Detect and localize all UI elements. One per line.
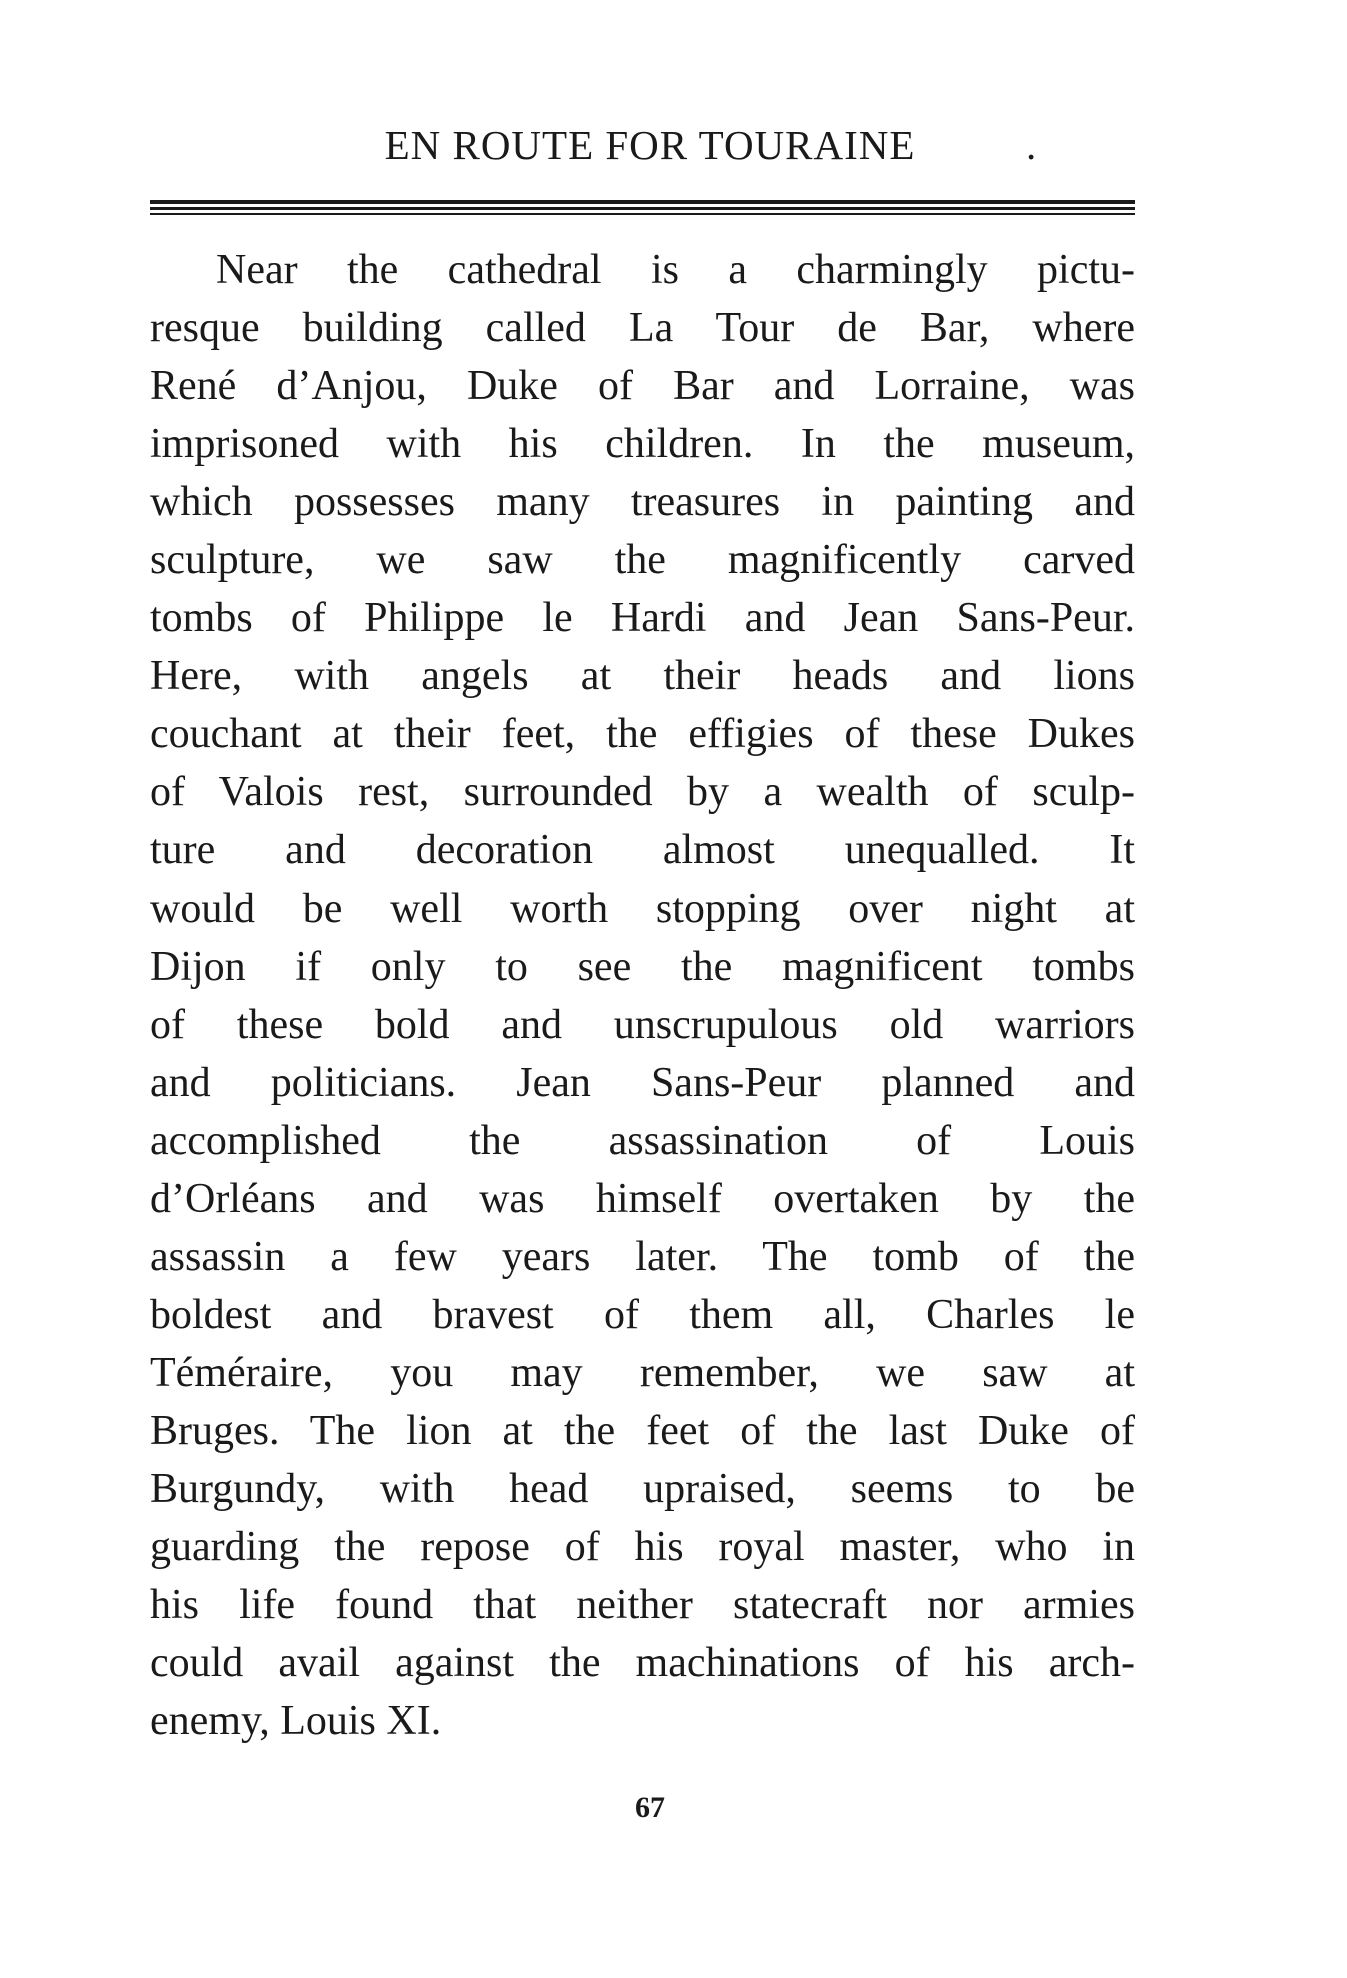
running-head	[150, 120, 1150, 170]
text-line: sculpture, we saw the magnificently carved	[150, 537, 1135, 584]
text-line: enemy, Louis XI.	[150, 1698, 442, 1745]
text-line: and politicians. Jean Sans-Peur planned and	[150, 1059, 1135, 1106]
running-head-text: EN ROUTE FOR TOURAINE	[384, 122, 916, 168]
running-head-mark: .	[1026, 122, 1038, 168]
header-rule-thin	[150, 213, 1135, 215]
text-line: his life found that neither statecraft nor armies	[150, 1582, 1135, 1629]
text-line: of Valois rest, surrounded by a wealth of sculp-	[150, 769, 1135, 816]
text-line: guarding the repose of his royal master, who in	[150, 1524, 1135, 1571]
text-line: Near the cathedral is a charmingly pictu-	[216, 247, 1135, 293]
text-line: couchant at their feet, the effigies of these Dukes	[150, 711, 1135, 758]
text-line: Here, with angels at their heads and lions	[150, 653, 1135, 700]
text-line: would be well worth stopping over night at	[150, 885, 1135, 932]
text-line: of these bold and unscrupulous old warriors	[150, 1001, 1135, 1048]
text-line: Téméraire, you may remember, we saw at	[150, 1349, 1135, 1396]
text-line: Dijon if only to see the magnificent tombs	[150, 943, 1135, 990]
text-line: boldest and bravest of them all, Charles le	[150, 1291, 1135, 1338]
text-line: accomplished the assassination of Louis	[150, 1117, 1135, 1164]
text-line: could avail against the machinations of his arch-	[150, 1640, 1135, 1687]
body-paragraph	[150, 241, 1135, 1750]
text-line: Bruges. The lion at the feet of the last Duke of	[150, 1407, 1135, 1454]
header-rule-thick	[150, 200, 1135, 204]
text-line: which possesses many treasures in painting and	[150, 479, 1135, 526]
text-line: resque building called La Tour de Bar, where	[150, 305, 1135, 352]
text-line: d’Orléans and was himself overtaken by the	[150, 1175, 1135, 1222]
page-number: 67	[635, 1791, 665, 1824]
text-line: ture and decoration almost unequalled. It	[150, 827, 1135, 874]
header-rule-middle	[150, 207, 1135, 210]
text-line: Burgundy, with head upraised, seems to be	[150, 1465, 1135, 1512]
text-line: assassin a few years later. The tomb of the	[150, 1233, 1135, 1280]
text-line: imprisoned with his children. In the museum,	[150, 421, 1135, 468]
text-line: René d’Anjou, Duke of Bar and Lorraine, was	[150, 363, 1135, 410]
text-line: tombs of Philippe le Hardi and Jean Sans-Peur.	[150, 595, 1135, 642]
